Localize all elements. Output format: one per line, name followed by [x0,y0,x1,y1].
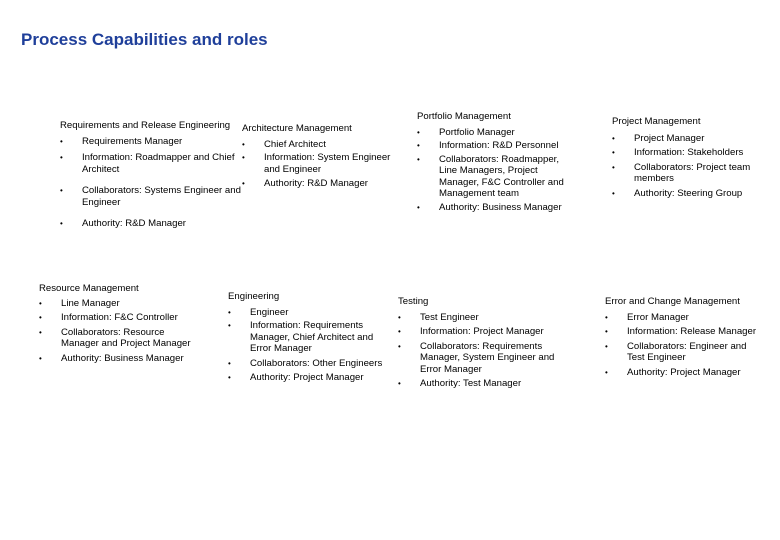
list-item: • Line Manager [39,298,194,310]
section-requirements [60,120,245,233]
page-title: Process Capabilities and roles [21,30,268,49]
section-title: Testing [398,296,429,307]
list-item: • Test Engineer [398,312,558,324]
list-item: • Authority: Test Manager [398,378,558,390]
list-item: • Collaborators: Resource Manager and Project Manager [39,327,194,350]
list-item: • Engineer [228,307,388,319]
list-item: • Project Manager [612,133,752,145]
list-item: • Authority: Project Manager [605,367,760,379]
list-item: • Collaborators: Other Engineers [228,358,388,370]
list-item: • Authority: Project Manager [228,372,388,384]
list-item: • Chief Architect [242,139,402,151]
list-item: • Information: R&D Personnel [417,140,577,152]
section-title: Project Management [612,116,701,127]
list-item: • Requirements Manager [60,136,245,148]
list-item: • Collaborators: Engineer and Test Engineer [605,341,760,364]
section-portfolio [417,111,577,216]
section-testing [398,296,558,393]
list-item: • Information: Stakeholders [612,147,752,159]
list-item: • Collaborators: Roadmapper, Line Managers, Project Manager, F&C Controller and Management team [417,154,577,200]
list-item: • Authority: R&D Manager [60,218,245,230]
section-error-change [605,296,760,381]
section-title: Engineering [228,291,280,302]
list-item: • Information: Roadmapper and Chief Architect [60,152,245,175]
section-architecture [242,123,402,193]
section-title: Portfolio Management [417,111,511,122]
list-item: • Collaborators: Requirements Manager, System Engineer and Error Manager [398,341,558,376]
section-project [612,116,752,202]
list-item: • Portfolio Manager [417,127,577,139]
list-item: • Information: Release Manager [605,326,760,338]
list-item: • Authority: R&D Manager [242,178,402,190]
list-item: • Information: F&C Controller [39,312,194,324]
list-item: • Authority: Steering Group [612,188,752,200]
list-item: • Collaborators: Systems Engineer and Engineer [60,185,245,208]
list-item: • Collaborators: Project team members [612,162,752,185]
section-title: Resource Management [39,283,139,294]
section-title: Requirements and Release Engineering [60,120,231,131]
list-item: • Information: System Engineer and Engineer [242,152,402,175]
list-item: • Information: Requirements Manager, Chief Architect and Error Manager [228,320,388,355]
section-resource [39,283,194,367]
list-item: • Authority: Business Manager [417,202,577,214]
section-engineering [228,291,388,387]
list-item: • Error Manager [605,312,760,324]
list-item: • Information: Project Manager [398,326,558,338]
section-title: Error and Change Management [605,296,740,307]
section-title: Architecture Management [242,123,352,134]
list-item: • Authority: Business Manager [39,353,194,365]
